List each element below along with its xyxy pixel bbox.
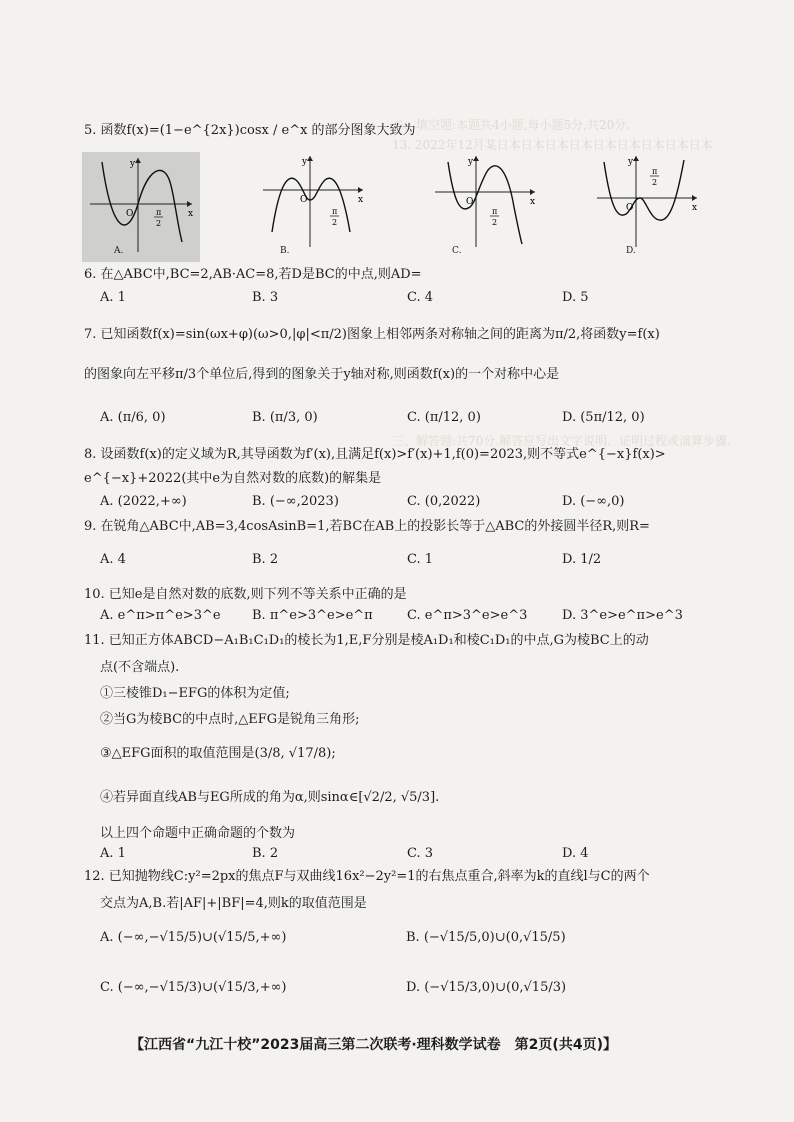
option-b: B. 3 bbox=[252, 290, 279, 305]
option-d: D. 3^e>e^π>e^3 bbox=[562, 608, 683, 623]
svg-text:2: 2 bbox=[492, 218, 498, 227]
question-7-stem: 7. 已知函数f(x)=sin(ωx+φ)(ω>0,|φ|<π/2)图象上相邻两条对称轴之间的距离为π/2,将函数y=f(x) bbox=[84, 327, 660, 342]
graph-label-c: C. bbox=[452, 246, 462, 256]
option-d: D. 1/2 bbox=[562, 552, 602, 567]
statement-2: ②当G为棱BC的中点时,△EFG是锐角三角形; bbox=[100, 712, 360, 727]
svg-text:π: π bbox=[492, 207, 498, 216]
question-6-options bbox=[100, 290, 720, 310]
option-b: B. 2 bbox=[252, 846, 279, 861]
graph-label-b: B. bbox=[280, 246, 290, 256]
option-b: B. π^e>3^e>e^π bbox=[252, 608, 373, 623]
graph-option-d bbox=[592, 152, 702, 252]
question-10-stem: 10. 已知e是自然对数的底数,则下列不等关系中正确的是 bbox=[84, 587, 407, 602]
svg-text:2: 2 bbox=[156, 219, 162, 228]
option-c: C. 1 bbox=[407, 552, 434, 567]
statement-1: ①三棱锥D₁−EFG的体积为定值; bbox=[100, 686, 290, 701]
question-8-stem-continued: e^{−x}+2022(其中e为自然对数的底数)的解集是 bbox=[84, 471, 382, 486]
option-d: D. 4 bbox=[562, 846, 589, 861]
svg-text:π: π bbox=[652, 167, 658, 176]
option-d: D. (5π/12, 0) bbox=[562, 410, 645, 425]
question-9-options bbox=[100, 552, 720, 572]
bleed-through-text: 13. 2022年12月某日本日本日本日本日本日本日本日本日本 bbox=[392, 138, 713, 152]
svg-text:x: x bbox=[188, 209, 194, 219]
option-a: A. (π/6, 0) bbox=[100, 410, 166, 425]
graph-option-c bbox=[430, 152, 540, 252]
graph-label-d: D. bbox=[626, 246, 636, 256]
svg-text:x: x bbox=[692, 203, 698, 213]
option-c: C. 4 bbox=[407, 290, 434, 305]
option-d: D. (−√15/3,0)∪(0,√15/3) bbox=[406, 980, 567, 995]
option-c: C. (−∞,−√15/3)∪(√15/3,+∞) bbox=[100, 980, 287, 995]
bleed-through-text: 三、解答题:共70分.解答应写出文字说明、证明过程或演算步骤. bbox=[392, 434, 731, 448]
graph-option-a bbox=[82, 152, 200, 262]
option-d: D. (−∞,0) bbox=[562, 494, 625, 509]
option-a: A. (−∞,−√15/5)∪(√15/5,+∞) bbox=[100, 930, 287, 945]
option-b: B. (−√15/5,0)∪(0,√15/5) bbox=[406, 930, 566, 945]
svg-text:2: 2 bbox=[652, 178, 658, 187]
option-c: C. (0,2022) bbox=[407, 494, 481, 509]
option-c: C. 3 bbox=[407, 846, 434, 861]
svg-text:O: O bbox=[626, 203, 634, 213]
svg-text:2: 2 bbox=[332, 218, 338, 227]
question-12-stem-continued: 交点为A,B.若|AF|+|BF|=4,则k的取值范围是 bbox=[100, 896, 367, 911]
svg-text:x: x bbox=[530, 197, 536, 207]
option-c: C. e^π>3^e>e^3 bbox=[407, 608, 528, 623]
option-d: D. 5 bbox=[562, 290, 589, 305]
svg-text:x: x bbox=[358, 195, 364, 205]
question-10-options bbox=[100, 608, 720, 628]
question-6-stem: 6. 在△ABC中,BC=2,AB·AC=8,若D是BC的中点,则AD= bbox=[84, 267, 422, 282]
question-11-stem-continued: 点(不含端点). bbox=[100, 660, 180, 675]
option-a: A. (2022,+∞) bbox=[100, 494, 187, 509]
option-a: A. 1 bbox=[100, 846, 126, 861]
question-5-stem: 5. 函数f(x)=(1−e^{2x})cosx / e^x 的部分图象大致为 bbox=[84, 123, 416, 138]
option-a: A. 1 bbox=[100, 290, 126, 305]
question-7-stem-continued: 的图象向左平移π/3个单位后,得到的图象关于y轴对称,则函数f(x)的一个对称中心是 bbox=[84, 367, 560, 382]
page-footer: 【江西省“九江十校”2023届高三第二次联考·理科数学试卷 第2页(共4页)】 bbox=[130, 1037, 617, 1053]
bleed-through-text: 二、填空题:本题共4小题,每小题5分,共20分. bbox=[392, 118, 631, 132]
option-b: B. 2 bbox=[252, 552, 279, 567]
option-a: A. 4 bbox=[100, 552, 126, 567]
option-c: C. (π/12, 0) bbox=[407, 410, 481, 425]
question-11-closing: 以上四个命题中正确命题的个数为 bbox=[100, 826, 296, 841]
option-b: B. (π/3, 0) bbox=[252, 410, 318, 425]
graph-option-b bbox=[258, 152, 368, 252]
graph-label-a: A. bbox=[114, 246, 124, 256]
question-7-options bbox=[100, 410, 720, 430]
svg-text:π: π bbox=[156, 208, 162, 217]
option-a: A. e^π>π^e>3^e bbox=[100, 608, 221, 623]
svg-text:y: y bbox=[302, 157, 308, 167]
question-9-stem: 9. 在锐角△ABC中,AB=3,4cosAsinB=1,若BC在AB上的投影长等于△ABC的外接圆半径R,则R= bbox=[84, 519, 650, 534]
svg-text:y: y bbox=[628, 157, 634, 167]
option-b: B. (−∞,2023) bbox=[252, 494, 339, 509]
question-11-stem: 11. 已知正方体ABCD−A₁B₁C₁D₁的棱长为1,E,F分别是棱A₁D₁和棱C₁D₁的中点,G为棱BC上的动 bbox=[84, 633, 649, 648]
svg-text:y: y bbox=[130, 159, 136, 169]
statement-4: ④若异面直线AB与EG所成的角为α,则sinα∈[√2/2, √5/3]. bbox=[100, 790, 440, 805]
svg-text:π: π bbox=[332, 207, 338, 216]
svg-text:O: O bbox=[126, 209, 134, 219]
question-12-stem: 12. 已知抛物线C:y²=2px的焦点F与双曲线16x²−2y²=1的右焦点重合,斜率为k的直线l与C的两个 bbox=[84, 869, 650, 884]
question-8-stem: 8. 设函数f(x)的定义域为R,其导函数为f′(x),且满足f(x)>f′(x)+1,f(0)=2023,则不等式e^{−x}f(x)> bbox=[84, 447, 666, 462]
svg-text:O: O bbox=[466, 197, 474, 207]
svg-text:y: y bbox=[468, 157, 474, 167]
svg-text:O: O bbox=[300, 195, 308, 205]
statement-3: ③△EFG面积的取值范围是(3/8, √17/8); bbox=[100, 746, 336, 761]
question-11-options bbox=[100, 846, 720, 866]
question-8-options bbox=[100, 494, 720, 514]
